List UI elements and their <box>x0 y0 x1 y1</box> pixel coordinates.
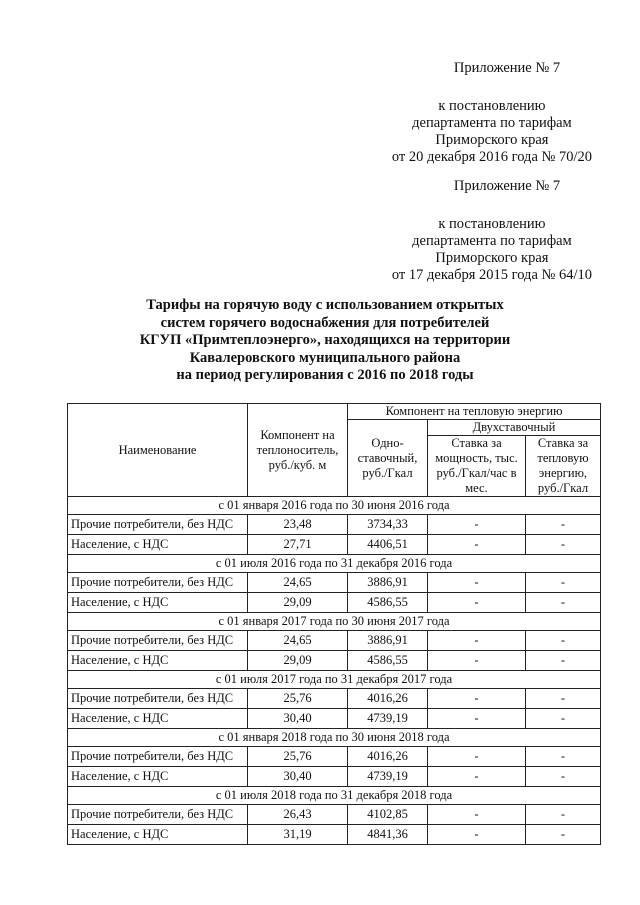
consumer-name: Прочие потребители, без НДС <box>68 747 248 767</box>
period-row <box>68 787 601 805</box>
title-line: КГУП «Примтеплоэнерго», находящихся на территории <box>139 332 511 348</box>
appendix-line: департамента по тарифам <box>412 233 572 249</box>
energy-rate-value: - <box>526 515 601 535</box>
capacity-rate-value: - <box>428 747 526 767</box>
capacity-rate-value: - <box>428 515 526 535</box>
single-rate-value: 4102,85 <box>348 805 428 825</box>
table-row <box>68 709 601 729</box>
carrier-value: 30,40 <box>248 709 348 729</box>
carrier-value: 25,76 <box>248 689 348 709</box>
capacity-rate-value: - <box>428 709 526 729</box>
capacity-rate-value: - <box>428 689 526 709</box>
consumer-name: Население, с НДС <box>68 651 248 671</box>
carrier-value: 29,09 <box>248 593 348 613</box>
consumer-name: Население, с НДС <box>68 535 248 555</box>
capacity-rate-value: - <box>428 805 526 825</box>
table-row <box>68 689 601 709</box>
energy-rate-value: - <box>526 825 601 845</box>
period-label: с 01 июля 2017 года по 31 декабря 2017 года <box>68 671 601 689</box>
header-name: Наименование <box>68 404 248 497</box>
single-rate-value: 4016,26 <box>348 747 428 767</box>
capacity-rate-value: - <box>428 825 526 845</box>
table-row <box>68 515 601 535</box>
capacity-rate-value: - <box>428 573 526 593</box>
appendix-title: Приложение № 7 <box>453 178 561 194</box>
energy-rate-value: - <box>526 747 601 767</box>
energy-rate-value: - <box>526 689 601 709</box>
period-label: с 01 января 2016 года по 30 июня 2016 года <box>68 497 601 515</box>
carrier-value: 24,65 <box>248 631 348 651</box>
period-row <box>68 555 601 573</box>
period-row <box>68 729 601 747</box>
header-energy: Компонент на тепловую энергию <box>348 404 601 420</box>
appendix-line: Приморского края <box>435 132 549 148</box>
header-single-rate: Одно-ставочный, руб./Гкал <box>348 420 428 497</box>
header-carrier: Компонент на теплоноситель, руб./куб. м <box>248 404 348 497</box>
appendix-line: от 20 декабря 2016 года № 70/20 <box>391 149 592 165</box>
period-label: с 01 июля 2018 года по 31 декабря 2018 года <box>68 787 601 805</box>
consumer-name: Прочие потребители, без НДС <box>68 689 248 709</box>
tariff-table <box>67 403 601 845</box>
consumer-name: Население, с НДС <box>68 767 248 787</box>
period-label: с 01 января 2017 года по 30 июня 2017 года <box>68 613 601 631</box>
document-title <box>90 297 560 385</box>
carrier-value: 31,19 <box>248 825 348 845</box>
energy-rate-value: - <box>526 805 601 825</box>
carrier-value: 26,43 <box>248 805 348 825</box>
consumer-name: Население, с НДС <box>68 825 248 845</box>
capacity-rate-value: - <box>428 631 526 651</box>
single-rate-value: 3734,33 <box>348 515 428 535</box>
title-line: Кавалеровского муниципального района <box>189 349 461 366</box>
single-rate-value: 4586,55 <box>348 593 428 613</box>
period-label: с 01 января 2018 года по 30 июня 2018 года <box>68 729 601 747</box>
table-row <box>68 825 601 845</box>
capacity-rate-value: - <box>428 593 526 613</box>
single-rate-value: 4739,19 <box>348 767 428 787</box>
single-rate-value: 4841,36 <box>348 825 428 845</box>
single-rate-value: 3886,91 <box>348 631 428 651</box>
carrier-value: 23,48 <box>248 515 348 535</box>
energy-rate-value: - <box>526 709 601 729</box>
consumer-name: Прочие потребители, без НДС <box>68 631 248 651</box>
appendix-line: Приморского края <box>435 250 549 266</box>
appendix-line: от 17 декабря 2015 года № 64/10 <box>391 267 592 283</box>
carrier-value: 27,71 <box>248 535 348 555</box>
table-row <box>68 593 601 613</box>
single-rate-value: 3886,91 <box>348 573 428 593</box>
period-row <box>68 613 601 631</box>
title-line: Тарифы на горячую воду с использованием открытых <box>146 297 504 313</box>
header-capacity-rate: Ставка за мощность, тыс. руб./Гкал/час в мес. <box>428 436 526 497</box>
single-rate-value: 4406,51 <box>348 535 428 555</box>
period-row <box>68 497 601 515</box>
carrier-value: 25,76 <box>248 747 348 767</box>
capacity-rate-value: - <box>428 651 526 671</box>
title-line: систем горячего водоснабжения для потребителей <box>160 314 490 331</box>
energy-rate-value: - <box>526 651 601 671</box>
appendix-line: к постановлению <box>438 98 546 114</box>
energy-rate-value: - <box>526 767 601 787</box>
capacity-rate-value: - <box>428 535 526 555</box>
carrier-value: 29,09 <box>248 651 348 671</box>
appendix-line: к постановлению <box>438 216 546 232</box>
table-row <box>68 631 601 651</box>
appendix-line: департамента по тарифам <box>412 115 572 131</box>
energy-rate-value: - <box>526 593 601 613</box>
table-row <box>68 535 601 555</box>
carrier-value: 24,65 <box>248 573 348 593</box>
appendix-current <box>392 60 592 166</box>
consumer-name: Население, с НДС <box>68 709 248 729</box>
period-row <box>68 671 601 689</box>
header-two-rate: Двухставочный <box>428 420 601 436</box>
carrier-value: 30,40 <box>248 767 348 787</box>
consumer-name: Прочие потребители, без НДС <box>68 515 248 535</box>
energy-rate-value: - <box>526 631 601 651</box>
energy-rate-value: - <box>526 573 601 593</box>
table-row <box>68 767 601 787</box>
appendix-previous <box>392 178 592 284</box>
energy-rate-value: - <box>526 535 601 555</box>
consumer-name: Население, с НДС <box>68 593 248 613</box>
period-label: с 01 июля 2016 года по 31 декабря 2016 года <box>68 555 601 573</box>
single-rate-value: 4586,55 <box>348 651 428 671</box>
table-row <box>68 747 601 767</box>
table-row <box>68 651 601 671</box>
table-row <box>68 805 601 825</box>
consumer-name: Прочие потребители, без НДС <box>68 805 248 825</box>
header-energy-rate: Ставка за тепловую энергию, руб./Гкал <box>526 436 601 497</box>
single-rate-value: 4016,26 <box>348 689 428 709</box>
single-rate-value: 4739,19 <box>348 709 428 729</box>
table-row <box>68 573 601 593</box>
title-line: на период регулирования с 2016 по 2018 годы <box>176 367 474 383</box>
consumer-name: Прочие потребители, без НДС <box>68 573 248 593</box>
appendix-title: Приложение № 7 <box>453 60 561 76</box>
capacity-rate-value: - <box>428 767 526 787</box>
